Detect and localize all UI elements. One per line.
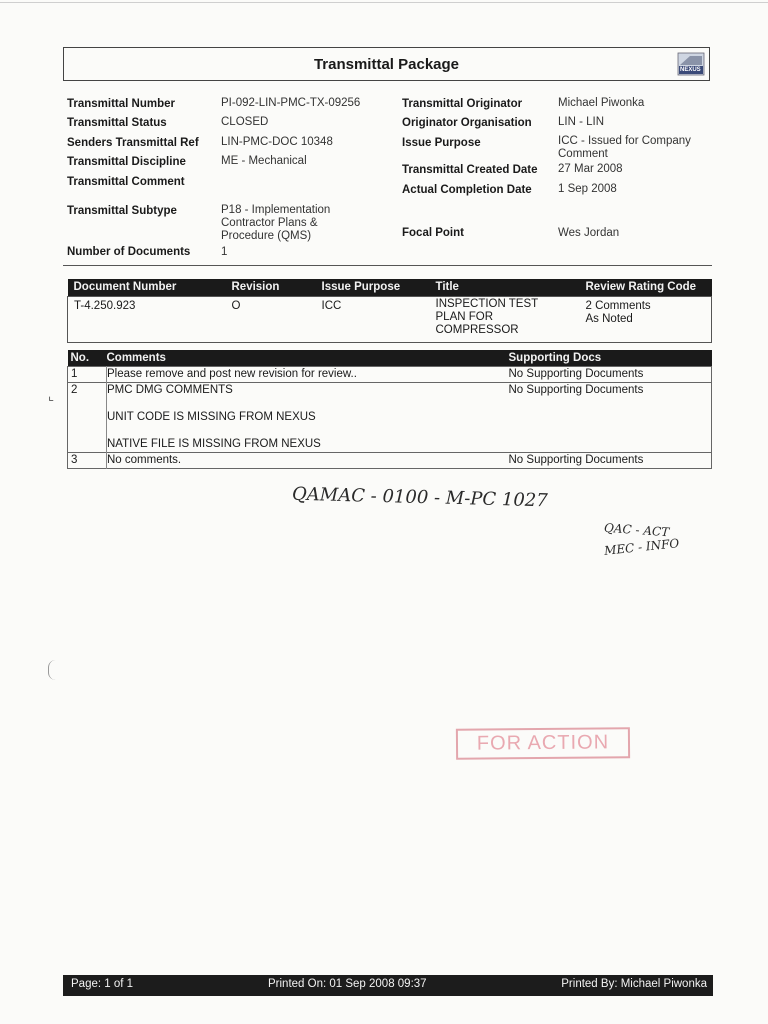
cell-support: No Supporting Documents xyxy=(508,383,644,396)
label-transmittal-comment: Transmittal Comment xyxy=(67,176,185,188)
for-action-stamp: FOR ACTION xyxy=(456,727,630,760)
label-originator-org: Originator Organisation xyxy=(402,117,532,129)
value-subtype xyxy=(221,204,330,243)
cell-title-line: COMPRESSOR xyxy=(435,323,519,336)
cell-no: 3 xyxy=(68,452,107,468)
label-transmittal-number: Transmittal Number xyxy=(67,98,175,110)
value-completion-date: 1 Sep 2008 xyxy=(558,183,617,195)
cell-no: 2 xyxy=(68,382,107,452)
documents-table xyxy=(67,279,712,343)
cell-comment: No comments. xyxy=(107,454,182,466)
value-issue-purpose xyxy=(558,135,691,161)
value-issue-purpose-line: ICC - Issued for Company xyxy=(558,135,691,147)
handwritten-note-1: QAC - ACT xyxy=(603,520,670,540)
col-supporting-docs: Supporting Docs xyxy=(508,351,602,364)
col-revision: Revision xyxy=(231,281,280,294)
margin-mark xyxy=(48,660,63,680)
cell-rating-line: 2 Comments xyxy=(585,299,651,312)
label-completion-date: Actual Completion Date xyxy=(402,184,532,196)
logo-text: NEXUS xyxy=(680,67,701,73)
cell-title xyxy=(436,296,586,342)
label-created-date: Transmittal Created Date xyxy=(402,164,538,176)
cell-title-line: PLAN FOR xyxy=(435,310,494,323)
table-row xyxy=(68,452,712,468)
value-transmittal-status: CLOSED xyxy=(221,116,269,128)
cell-comment xyxy=(107,382,509,452)
value-focal-point: Wes Jordan xyxy=(558,227,620,239)
label-transmittal-status: Transmittal Status xyxy=(67,117,167,129)
col-title: Title xyxy=(435,281,459,294)
value-number-of-documents: 1 xyxy=(221,246,228,258)
label-originator: Transmittal Originator xyxy=(402,98,523,110)
cell-comment: Please remove and post new revision for review.. xyxy=(107,368,357,380)
handwritten-reference: QAMAC - 0100 - M-PC 1027 xyxy=(291,483,548,512)
value-transmittal-number: PI-092-LIN-PMC-TX-09256 xyxy=(221,97,361,109)
label-discipline: Transmittal Discipline xyxy=(67,156,186,168)
cell-rating-line: As Noted xyxy=(585,312,633,325)
table-row xyxy=(68,366,712,382)
documents-header-row xyxy=(68,279,712,296)
value-subtype-line: Contractor Plans & xyxy=(221,217,318,229)
comments-table xyxy=(67,350,712,469)
cell-no: 1 xyxy=(68,366,107,382)
col-comments: Comments xyxy=(106,351,166,364)
label-senders-ref: Senders Transmittal Ref xyxy=(67,137,199,149)
comments-header-row xyxy=(68,350,712,366)
cell-issue-purpose: ICC xyxy=(321,299,342,312)
scan-edge-line xyxy=(0,2,768,3)
cell-support: No Supporting Documents xyxy=(508,368,644,380)
nexus-logo-icon xyxy=(676,51,706,77)
value-subtype-line: Procedure (QMS) xyxy=(221,230,312,242)
value-created-date: 27 Mar 2008 xyxy=(558,163,623,175)
cell-comment-line: UNIT CODE IS MISSING FROM NEXUS xyxy=(107,410,316,423)
footer-printed-on: Printed On: 01 Sep 2008 09:37 xyxy=(268,978,427,990)
check-mark: ⌞ xyxy=(48,388,55,403)
value-subtype-line: P18 - Implementation xyxy=(221,204,331,216)
label-issue-purpose: Issue Purpose xyxy=(402,137,481,149)
col-review-rating: Review Rating Code xyxy=(585,281,697,294)
value-originator: Michael Piwonka xyxy=(558,97,645,109)
col-document-number: Document Number xyxy=(73,281,177,294)
page-title: Transmittal Package xyxy=(313,56,460,73)
label-number-of-documents: Number of Documents xyxy=(67,246,191,258)
label-focal-point: Focal Point xyxy=(402,227,464,239)
table-row xyxy=(68,296,712,342)
section-divider xyxy=(63,265,712,266)
value-issue-purpose-line: Comment xyxy=(558,148,608,160)
col-issue-purpose: Issue Purpose xyxy=(321,281,401,294)
value-senders-ref: LIN-PMC-DOC 10348 xyxy=(221,136,333,148)
cell-comment-line: PMC DMG COMMENTS xyxy=(107,383,233,396)
col-no: No. xyxy=(70,351,90,364)
footer-page: Page: 1 of 1 xyxy=(71,978,134,990)
cell-review-rating xyxy=(586,296,712,342)
table-row xyxy=(68,382,712,452)
value-originator-org: LIN - LIN xyxy=(558,116,605,128)
value-discipline: ME - Mechanical xyxy=(221,155,307,167)
cell-title-line: INSPECTION TEST xyxy=(435,297,539,310)
page-footer xyxy=(63,975,713,996)
label-subtype: Transmittal Subtype xyxy=(67,205,177,217)
cell-document-number: T-4.250.923 xyxy=(74,299,136,312)
handwritten-note-2: MEC - INFO xyxy=(603,536,680,558)
cell-support: No Supporting Documents xyxy=(508,454,644,466)
footer-printed-by: Printed By: Michael Piwonka xyxy=(561,978,707,990)
cell-revision: O xyxy=(231,299,241,312)
cell-comment-line: NATIVE FILE IS MISSING FROM NEXUS xyxy=(107,437,321,450)
title-box xyxy=(63,47,710,81)
